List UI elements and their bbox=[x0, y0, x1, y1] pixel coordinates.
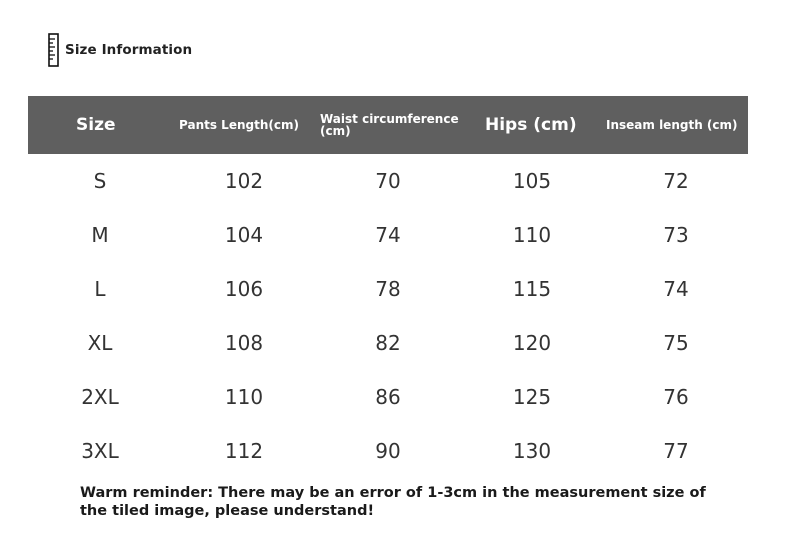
table-cell: 130 bbox=[512, 439, 552, 463]
table-cell: 106 bbox=[224, 277, 264, 301]
table-cell: 73 bbox=[663, 223, 689, 247]
table-cell: 75 bbox=[663, 331, 689, 355]
table-cell: 105 bbox=[512, 169, 552, 193]
warm-reminder-note: Warm reminder: There may be an error of 1-3cm in the measurement size of the tiled image, please understand! bbox=[80, 485, 706, 519]
table-cell-size: S bbox=[93, 169, 107, 193]
table-cell-size: 3XL bbox=[81, 439, 119, 463]
table-cell: 90 bbox=[375, 439, 401, 463]
column-header-inseam: Inseam length (cm) bbox=[606, 118, 738, 132]
size-info-title bbox=[48, 32, 192, 68]
page-title: Size Information bbox=[65, 42, 193, 58]
table-cell: 77 bbox=[663, 439, 689, 463]
table-cell-size: XL bbox=[87, 331, 113, 355]
table-row bbox=[28, 262, 748, 316]
ruler-icon bbox=[48, 33, 60, 67]
table-row bbox=[28, 208, 748, 262]
table-row bbox=[28, 316, 748, 370]
table-cell: 76 bbox=[663, 385, 689, 409]
table-cell: 102 bbox=[224, 169, 264, 193]
column-header-hips: Hips (cm) bbox=[485, 115, 577, 135]
table-cell: 86 bbox=[375, 385, 401, 409]
column-header-pants-length: Pants Length(cm) bbox=[179, 118, 299, 132]
table-cell: 115 bbox=[512, 277, 552, 301]
table-cell: 120 bbox=[512, 331, 552, 355]
table-cell: 74 bbox=[663, 277, 689, 301]
size-table bbox=[28, 96, 748, 478]
table-cell: 78 bbox=[375, 277, 401, 301]
column-header-waist: Waist circumference (cm) bbox=[320, 112, 459, 138]
table-cell: 125 bbox=[512, 385, 552, 409]
table-cell-size: 2XL bbox=[81, 385, 119, 409]
table-cell: 82 bbox=[375, 331, 401, 355]
table-cell: 108 bbox=[224, 331, 264, 355]
table-cell: 112 bbox=[224, 439, 264, 463]
table-cell: 110 bbox=[512, 223, 552, 247]
table-cell: 110 bbox=[224, 385, 264, 409]
table-header bbox=[28, 96, 748, 154]
column-header-size: Size bbox=[76, 115, 116, 135]
table-cell-size: M bbox=[91, 223, 109, 247]
table-cell: 104 bbox=[224, 223, 264, 247]
table-row bbox=[28, 154, 748, 208]
table-cell-size: L bbox=[94, 277, 106, 301]
table-cell: 70 bbox=[375, 169, 401, 193]
table-row bbox=[28, 370, 748, 424]
table-row bbox=[28, 424, 748, 478]
table-cell: 74 bbox=[375, 223, 401, 247]
table-cell: 72 bbox=[663, 169, 689, 193]
